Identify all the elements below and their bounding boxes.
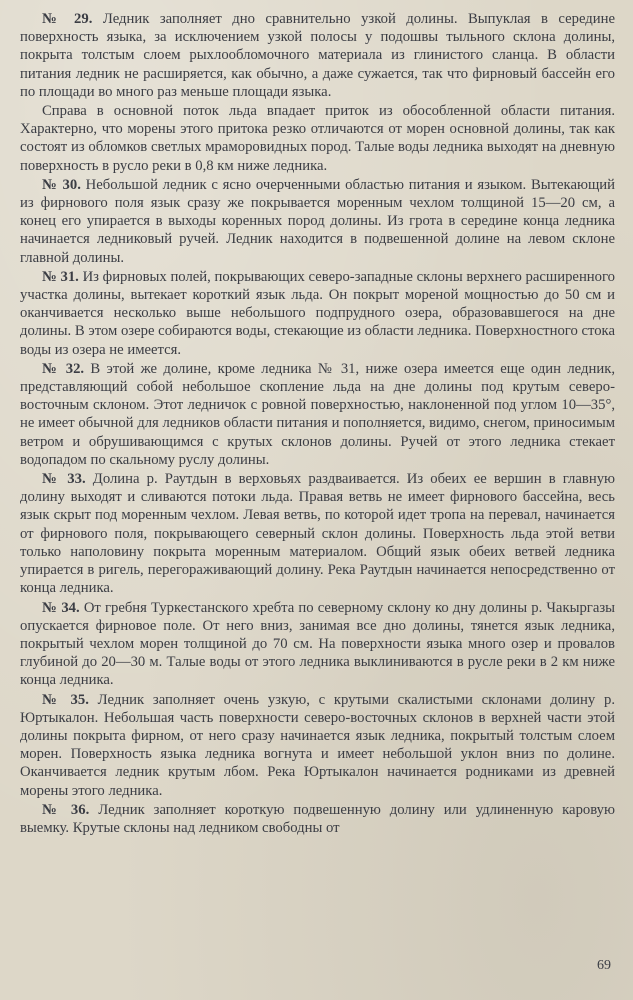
paragraph-31 [20, 268, 615, 359]
paragraph-35 [20, 691, 615, 800]
paragraph-33 [20, 470, 615, 597]
paragraph-text: Ледник заполняет дно сравнительно узкой долины. Выпуклая в середине поверхность языка, за исключением узкой полосы у подошвы тыльного склона долины, покрыта толстым слоем рыхлообломочного материала из глинистого сланца. В области питания ледник не расширяется, как обычно, а даже сужается, так что фирновый бассейн его по площади во много раз меньше площади языка. [20, 11, 616, 100]
paragraph-number: № 36. [42, 801, 90, 818]
paragraph-number: № 33. [42, 471, 86, 488]
paragraph-30 [20, 176, 615, 267]
paragraph-36 [20, 801, 615, 837]
paragraph-text: Ледник заполняет очень узкую, с крутыми скалистыми склонами долину р. Юртыкалон. Небольшая часть поверхности северо-восточных склонов в верхней части этой долины покрыта фирном, от него сразу начинается язык ледника, покрытый толстым слоем морен. Поверхность языка ледника вогнута и имеет небольшой уклон вниз по долине. Оканчивается ледник крутым лбом. Река Юртыкалон начинается родниками из древней морены этого ледника. [20, 691, 615, 799]
paragraph-text: Небольшой ледник с ясно очерченными областью питания и языком. Вытекающий из фирнового поля язык сразу же покрывается моренным чехлом толщиной 15—20 см, а конец его упирается в выходы коренных пород долины. Из грота в середине конца ледника начинается ледниковый ручей. Ледник находится в подвешенной долине на левом склоне главной долины. [20, 176, 615, 266]
paragraph-text: Из фирновых полей, покрывающих северо-западные склоны верхнего расширенного участка долины, вытекает короткий язык льда. Он покрыт мореной мощностью до 50 см и оканчивается несколько выше небольшого подпрудного озера, образовавшегося на дне долины. В этом озере собираются воды, стекающие из области ледника. Поверхностного стока воды из озера не имеется. [20, 268, 616, 358]
paragraph-text: Долина р. Раутдын в верховьях раздваивается. Из обеих ее вершин в главную долину выходят и сливаются потоки льда. Правая ветвь не имеет фирнового бассейна, весь язык скрыт под моренным чехлом. Левая ветвь, по которой идет тропа на перевал, начинается от фирнового поля, покрывающего северный склон долины. Поверхность льда этой ветви только наполовину покрыта моренным материалом. Общий язык обеих ветвей ледника упирается в ригель, перегораживающий долину. Река Раутдын начинается непосредственно от конца ледника. [20, 471, 616, 597]
paragraph-34 [20, 599, 615, 690]
paragraph-number: № 32. [42, 360, 85, 377]
paragraph-29 [20, 10, 615, 101]
paragraph-number: № 29. [42, 11, 93, 27]
paragraph-32 [20, 360, 615, 469]
paragraph-number: № 30. [42, 176, 81, 193]
paragraph-number: № 31. [42, 268, 79, 285]
paragraph-text: Справа в основной поток льда впадает приток из обособленной области питания. Характерно, что морены этого притока резко отличаются от морен основной долины, так как состоят из обломков светлых мраморовидных пород. Талые воды ледника выходят на дневную поверхность в русло реки в 0,8 км ниже ледника. [20, 103, 615, 174]
paragraph-number: № 34. [42, 599, 80, 616]
paragraph-text: В этой же долине, кроме ледника № 31, ниже озера имеется еще один ледник, представляющий собой небольшое скопление льда на дне долины под крутым северо-восточным склоном. Этот ледничок с ровной поверхностью, наклоненной под углом 10—35°, не имеет обычной для ледников области питания и пополняется, видимо, снегом, приносимым ветром и обрушивающимся с крутых склонов долины. Ручей от этого ледника стекает водопадом по скальному руслу долины. [20, 360, 616, 468]
page-number: 69 [597, 957, 611, 973]
paragraph-text: От гребня Туркестанского хребта по северному склону ко дну долины р. Чакыргазы опускается фирновое поле. От него вниз, занимая все дно долины, тянется язык ледника, покрытый чехлом морен толщиной до 70 см. На поверхности языка много озер и провалов глубиной до 20—30 м. Талые воды от этого ледника выклиниваются в русле реки в 2 км ниже конца ледника. [20, 599, 616, 689]
paragraph-text: Ледник заполняет короткую подвешенную долину или удлиненную каровую выемку. Крутые склоны над ледником свободны от [20, 801, 616, 836]
paragraph-29-continued [20, 102, 615, 175]
paragraph-number: № 35. [42, 691, 89, 708]
